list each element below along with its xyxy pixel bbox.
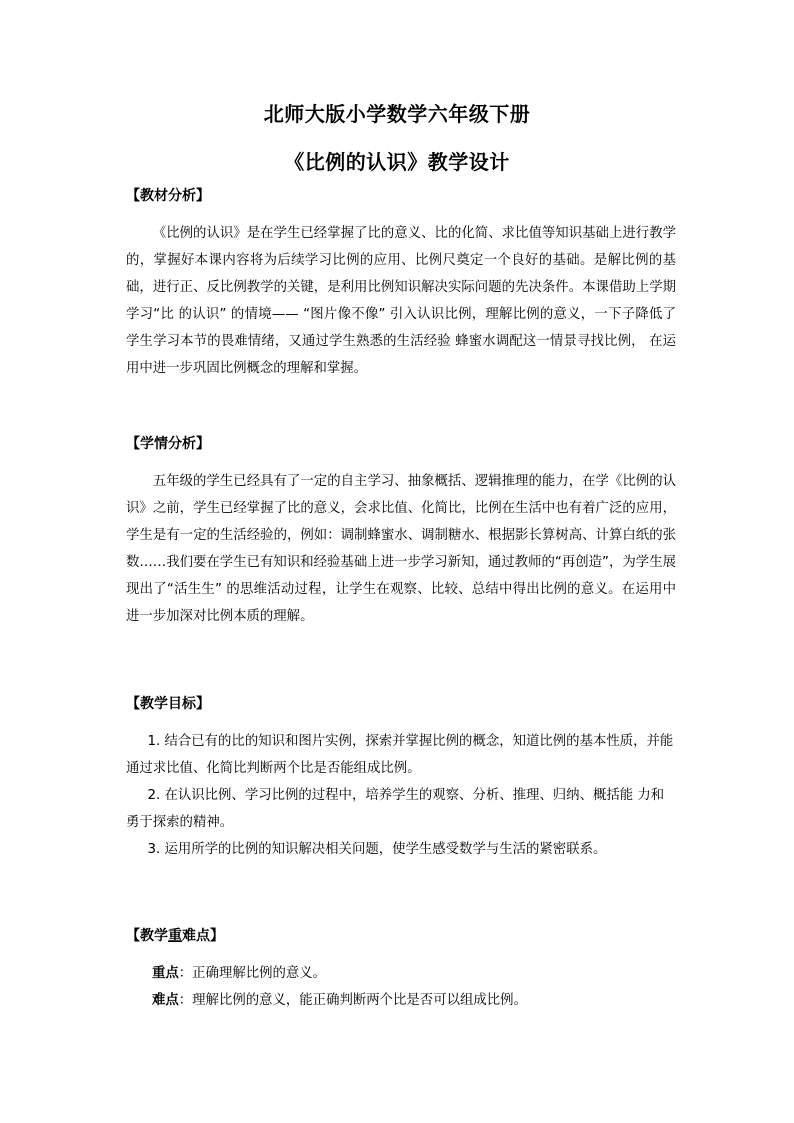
key-point-line <box>126 960 676 987</box>
section-heading: 【教材分析】 <box>126 188 210 204</box>
goal-item: 3. 运用所学的比例的知识解决相关问题，使学生感受数学与生活的紧密联系。 <box>147 842 607 857</box>
section-material-analysis <box>126 186 676 382</box>
heading-part: 难点】 <box>182 928 224 944</box>
section-heading: 【学情分析】 <box>126 436 210 452</box>
difficult-point-line <box>126 987 676 1014</box>
difficult-point-label: 难点 <box>152 993 179 1008</box>
section-key-points <box>126 926 676 1014</box>
goal-item: 2. 在认识比例、学习比例的过程中，培养学生的观察、分析、推理、归纳、概括能 力和勇于探索的精神。 <box>126 788 665 830</box>
title-block <box>0 100 794 176</box>
key-point-text: ：正确理解比例的意义。 <box>178 966 327 981</box>
difficult-point-text: ：理解比例的意义，能正确判断两个比是否可以组成比例。 <box>178 993 527 1008</box>
key-point-label: 重点 <box>152 966 179 981</box>
section-heading <box>126 926 676 946</box>
section-paragraph: 《比例的认识》是在学生已经掌握了比的意义、比的化简、求比值等知识基础上进行教学的，掌握好本课内容将为后续学习比例的应用、比例尺奠定一个良好的基础。是解比例的基础，进行正、反比例教学的关键，是利用比例知识解决实际问题的先决条件。本课借助上学期学习“比 的认识” 的情境—— “图片像不像” 引入认识比例，理解比例的意义，一下子降低了学生学习本节的畏难情绪，又通过学生熟悉的生活经验 蜂蜜水调配这一情景寻找比例， 在运用中进一步巩固比例概念的理解和掌握。 <box>126 226 676 376</box>
document-title: 北师大版小学数学六年级下册 <box>263 102 531 126</box>
heading-part: 【教学 <box>126 928 168 944</box>
section-teaching-goals <box>126 694 676 863</box>
section-paragraph: 五年级的学生已经具有了一定的自主学习、抽象概括、逻辑推理的能力，在学《比例的认识》之前，学生已经掌握了比的意义，会求比值、化简比，比例在生活中也有着广泛的应用，学生是有一定的生活经验的，例如：调制蜂蜜水、调制糖水、根据影长算树高、计算白纸的张数……我们要在学生已有知识和经验基础上进一步学习新知，通过教师的“再创造”，为学生展现出了“活生生” 的思维活动过程，让学生在观察、比较、总结中得出比例的意义。在运用中进一步加深对比例本质的理解。 <box>126 474 676 624</box>
heading-part-underlined: 重 <box>168 928 182 944</box>
section-student-analysis <box>126 434 676 630</box>
section-heading: 【教学目标】 <box>126 696 210 712</box>
document-subtitle: 《比例的认识》教学设计 <box>284 150 510 174</box>
goal-item: 1. 结合已有的比的知识和图片实例，探索并掌握比例的概念，知道比例的基本性质，并能通过求比值、化简比判断两个比是否能组成比例。 <box>126 734 674 776</box>
goal-list <box>126 728 676 863</box>
